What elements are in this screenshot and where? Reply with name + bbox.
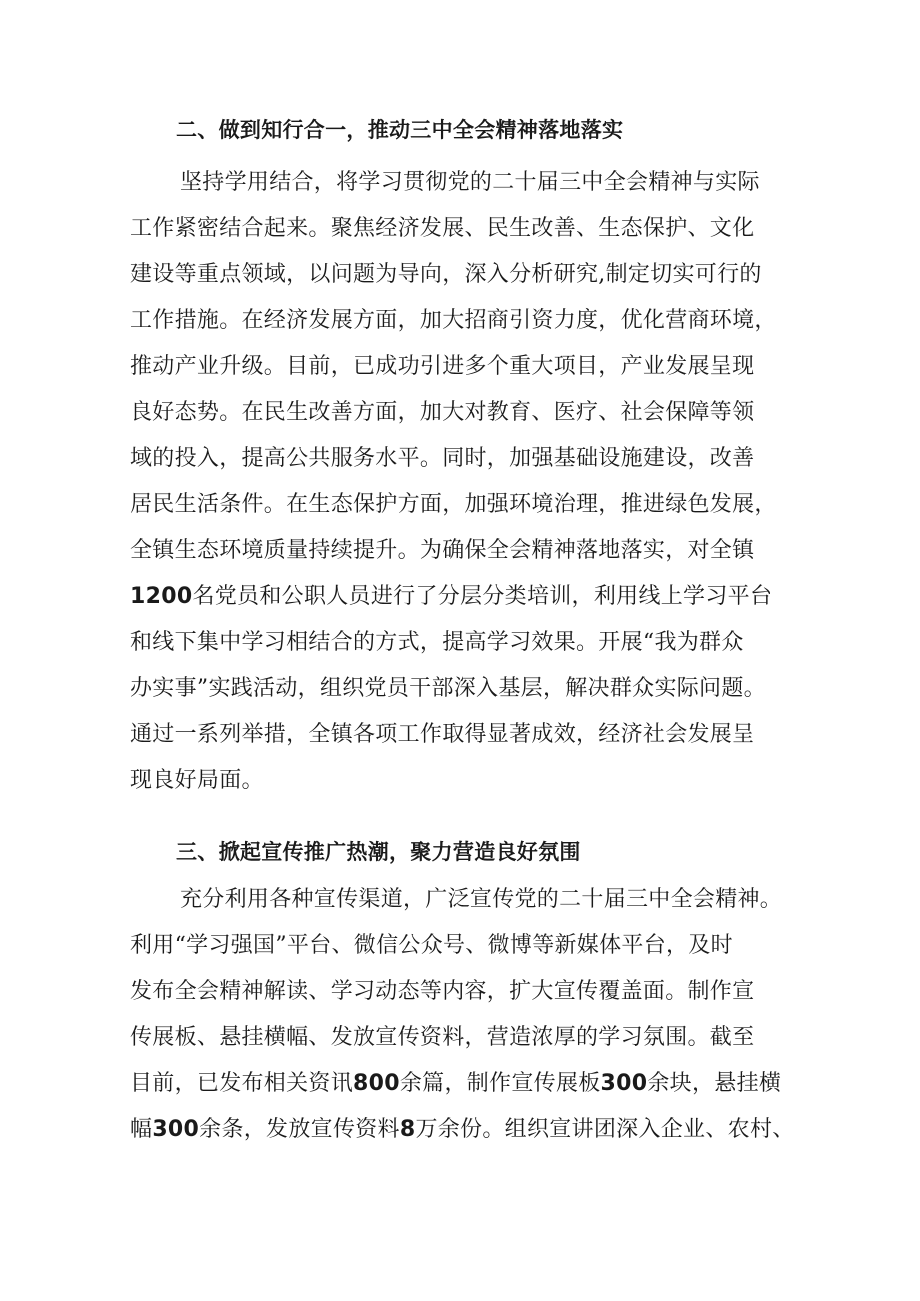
section-2-heading: 二、做到知行合一，推动三中全会精神落地落实 — [176, 118, 624, 142]
paragraph-line — [130, 1110, 796, 1150]
paragraph-line: 全镇生态环境质量持续提升。为确保全会精神落地落实，对全镇 — [130, 538, 755, 563]
paragraph-line: 工作措施。在经济发展方面，加大招商引资力度，优化营商环境， — [130, 308, 777, 333]
paragraph-line: 建设等重点领域，以问题为导向，深入分析研究,制定切实可行的 — [130, 262, 762, 287]
paragraph-text: 目前，已发布相关资讯 — [130, 1071, 354, 1096]
paragraph-text: 余条，发放宣传资料 — [199, 1117, 400, 1142]
paragraph-line: 工作紧密结合起来。聚焦经济发展、民生改善、生态保护、文化 — [130, 216, 755, 241]
paragraph-line: 充分利用各种宣传渠道，广泛宣传党的二十届三中全会精神。 — [180, 887, 783, 912]
number-800: 800 — [353, 1071, 400, 1096]
paragraph-line: 通过一系列举措，全镇各项工作取得显著成效，经济社会发展呈 — [130, 722, 755, 747]
paragraph-line: 和线下集中学习相结合的方式，提高学习效果。开展“我为群众 — [130, 630, 744, 655]
paragraph-line: 利用“学习强国”平台、微信公众号、微博等新媒体平台，及时 — [130, 933, 733, 958]
paragraph-text: 余块，悬挂横 — [647, 1071, 782, 1096]
section-3-heading: 三、掀起宣传推广热潮，聚力营造良好氛围 — [176, 840, 581, 864]
paragraph-line: 发布全会精神解读、学习动态等内容，扩大宣传覆盖面。制作宣 — [130, 979, 755, 1004]
paragraph-text: 名党员和公职人员进行了分层分类培训，利用线上学习平台 — [192, 584, 773, 609]
paragraph-line: 良好态势。在民生改善方面，加大对教育、医疗、社会保障等领 — [130, 400, 755, 425]
paragraph-text: 余篇，制作宣传展板 — [399, 1071, 601, 1096]
paragraph-text: 万余份。组织宣讲团深入企业、农村、 — [415, 1117, 795, 1142]
number-300: 300 — [600, 1071, 648, 1096]
number-8: 8 — [399, 1117, 416, 1142]
paragraph-line — [130, 577, 796, 617]
paragraph-line: 推动产业升级。目前，已成功引进多个重大项目，产业发展呈现 — [130, 354, 755, 379]
paragraph-line: 域的投入，提高公共服务水平。同时，加强基础设施建设，改善 — [130, 446, 755, 471]
paragraph-line: 居民生活条件。在生态保护方面，加强环境治理，推进绿色发展， — [130, 492, 777, 517]
paragraph-text: 幅 — [130, 1117, 153, 1142]
paragraph-line: 坚持学用结合，将学习贯彻党的二十届三中全会精神与实际 — [180, 170, 760, 195]
paragraph-line: 办实事”实践活动，组织党员干部深入基层，解决群众实际问题。 — [130, 676, 766, 701]
number-1200: 1200 — [130, 584, 193, 609]
paragraph-line: 现良好局面。 — [130, 768, 264, 793]
paragraph-line — [130, 1064, 796, 1104]
paragraph-line: 传展板、悬挂横幅、发放宣传资料，营造浓厚的学习氛围。截至 — [130, 1025, 755, 1050]
number-300: 300 — [152, 1117, 200, 1142]
